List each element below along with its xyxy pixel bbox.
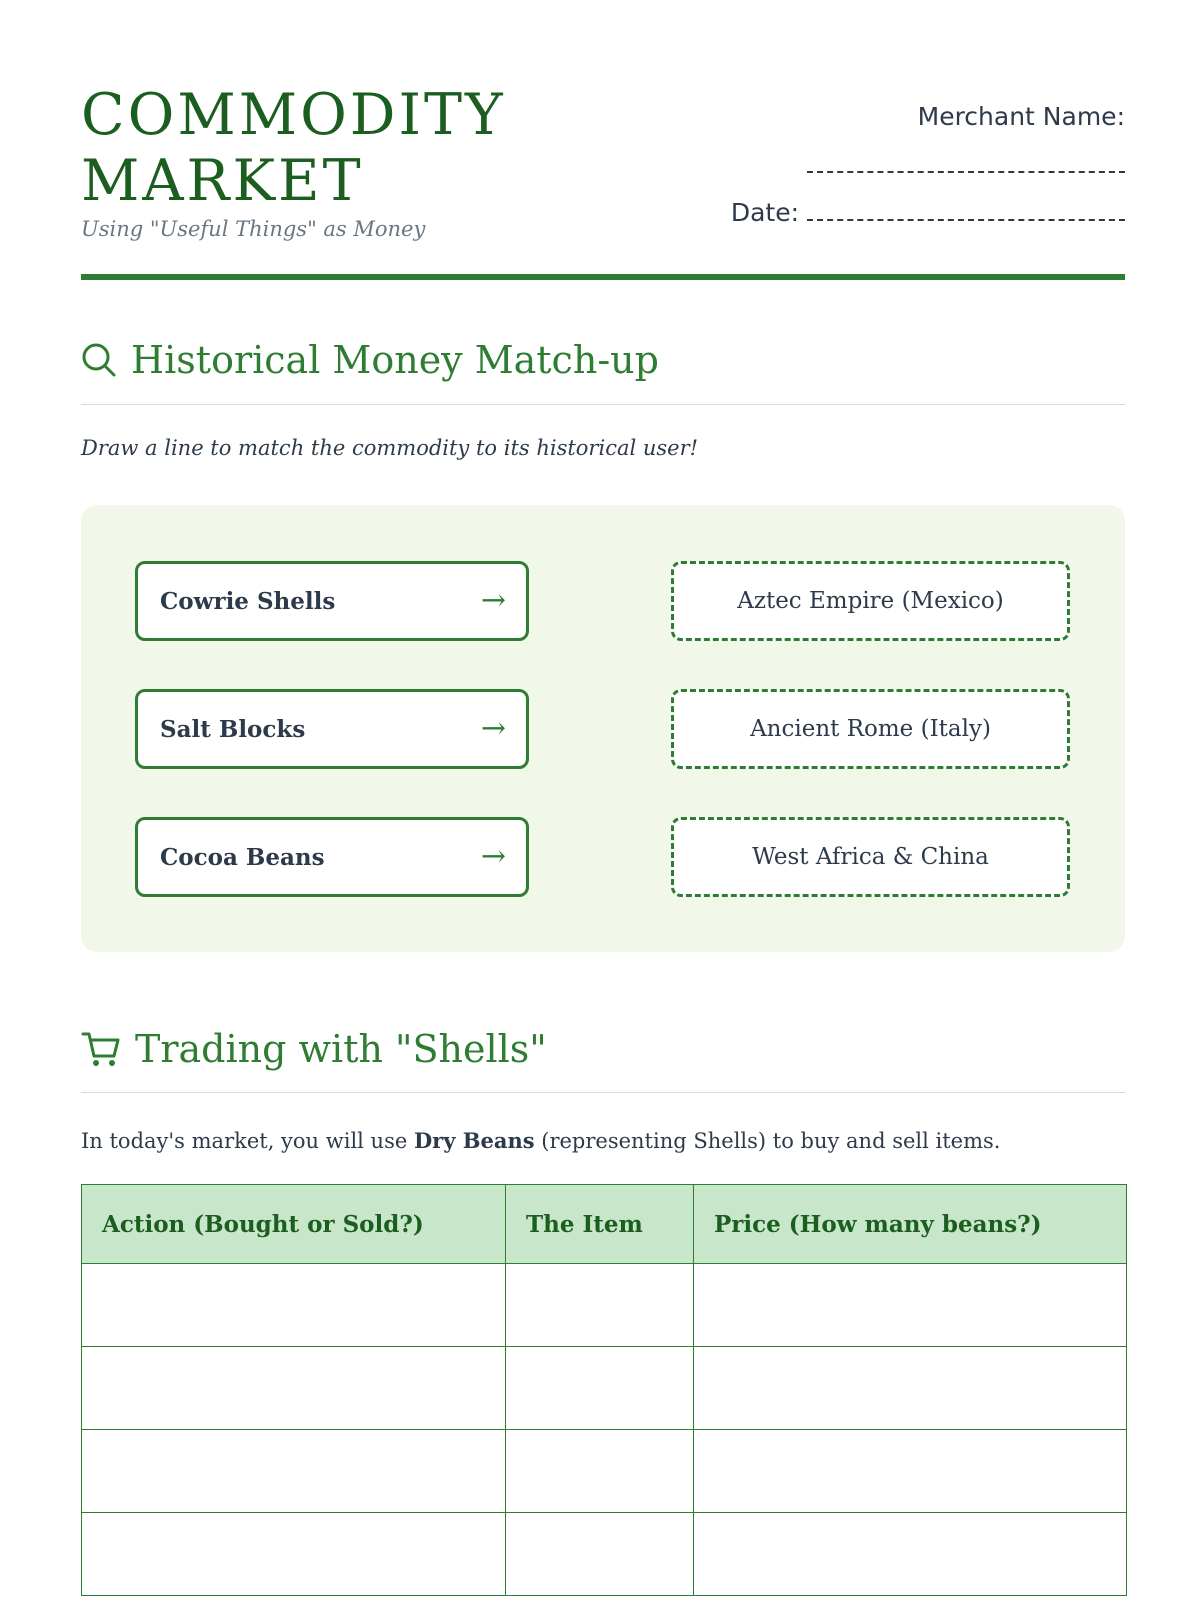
table-row <box>82 1347 1127 1430</box>
trade-ledger-table <box>81 1184 1127 1596</box>
table-row <box>82 1264 1127 1347</box>
commodity-box[interactable] <box>135 561 529 641</box>
header-divider <box>81 274 1125 280</box>
trading-text-start: In today's market, you will use <box>81 1129 414 1153</box>
price-cell[interactable] <box>694 1347 1127 1430</box>
action-cell[interactable] <box>82 1347 506 1430</box>
trading-text-end: (representing Shells) to buy and sell items. <box>534 1129 1001 1153</box>
trading-heading <box>81 1027 1125 1071</box>
matchup-rule <box>81 404 1125 405</box>
commodity-box[interactable] <box>135 817 529 897</box>
cart-icon <box>81 1030 121 1068</box>
item-cell[interactable] <box>506 1430 694 1513</box>
worksheet-page <box>81 0 1125 1238</box>
action-cell[interactable] <box>82 1264 506 1347</box>
merchant-name-label: Merchant Name: <box>917 102 1125 131</box>
user-box[interactable]: West Africa & China <box>671 817 1070 897</box>
user-box[interactable]: Aztec Empire (Mexico) <box>671 561 1070 641</box>
column-header-item: The Item <box>506 1185 694 1264</box>
title-line-1: COMMODITY <box>81 82 506 148</box>
arrow-right-icon: → <box>480 839 506 874</box>
arrow-right-icon: → <box>480 711 506 746</box>
table-header-row <box>82 1185 1127 1264</box>
table-row <box>82 1513 1127 1596</box>
trading-text-bold: Dry Beans <box>413 1128 535 1153</box>
date-label: Date: <box>730 198 800 227</box>
trading-heading-text: Trading with "Shells" <box>135 1027 547 1071</box>
worksheet-header <box>81 0 1125 281</box>
trading-rule <box>81 1092 1125 1093</box>
matchup-heading <box>81 338 1125 382</box>
matchup-instruction: Draw a line to match the commodity to its historical user! <box>81 436 699 460</box>
matchup-heading-text: Historical Money Match-up <box>131 338 659 382</box>
price-cell[interactable] <box>694 1513 1127 1596</box>
date-blank[interactable] <box>807 197 1125 221</box>
commodity-label: Cowrie Shells <box>160 587 336 615</box>
item-cell[interactable] <box>506 1264 694 1347</box>
commodity-box[interactable] <box>135 689 529 769</box>
action-cell[interactable] <box>82 1430 506 1513</box>
trading-description <box>81 1128 1000 1153</box>
column-header-action: Action (Bought or Sold?) <box>82 1185 506 1264</box>
user-box[interactable]: Ancient Rome (Italy) <box>671 689 1070 769</box>
price-cell[interactable] <box>694 1264 1127 1347</box>
merchant-name-blank[interactable] <box>705 148 1125 182</box>
commodity-label: Cocoa Beans <box>160 843 325 871</box>
search-icon <box>81 342 117 378</box>
arrow-right-icon: → <box>480 583 506 618</box>
item-cell[interactable] <box>506 1347 694 1430</box>
column-header-price: Price (How many beans?) <box>694 1185 1127 1264</box>
price-cell[interactable] <box>694 1430 1127 1513</box>
commodity-label: Salt Blocks <box>160 715 306 743</box>
title-line-2: MARKET <box>81 148 364 214</box>
page-title <box>81 82 506 214</box>
matchup-panel <box>81 505 1125 952</box>
page-subtitle: Using "Useful Things" as Money <box>81 217 426 241</box>
action-cell[interactable] <box>82 1513 506 1596</box>
merchant-info <box>705 100 1125 230</box>
table-row <box>82 1430 1127 1513</box>
item-cell[interactable] <box>506 1513 694 1596</box>
date-row <box>705 196 1125 230</box>
